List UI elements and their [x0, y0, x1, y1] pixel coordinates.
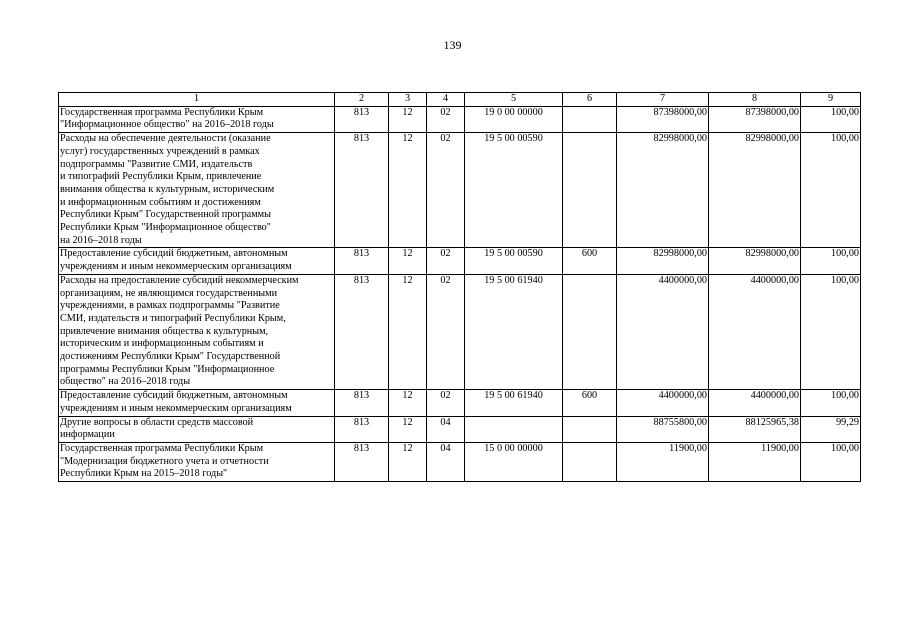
ministry-code-cell: 813: [335, 416, 389, 442]
column-header: 8: [709, 93, 801, 107]
planned-amount-cell: 87398000,00: [617, 106, 709, 132]
row-name-cell: Предоставление субсидий бюджетным, автономным учреждениям и иным некоммерческим организациям: [59, 390, 335, 416]
ministry-code-cell: 813: [335, 274, 389, 389]
section-code-cell: 12: [389, 390, 427, 416]
column-header: 2: [335, 93, 389, 107]
percent-cell: 100,00: [801, 133, 861, 248]
column-header: 6: [563, 93, 617, 107]
planned-amount-cell: 82998000,00: [617, 133, 709, 248]
column-header: 1: [59, 93, 335, 107]
row-name-cell: Другие вопросы в области средств массовой информации: [59, 416, 335, 442]
executed-amount-cell: 11900,00: [709, 442, 801, 481]
percent-cell: 100,00: [801, 106, 861, 132]
section-code-cell: 12: [389, 248, 427, 274]
table-row: [59, 248, 861, 274]
budget-table: [58, 92, 861, 482]
expense-type-cell: [563, 106, 617, 132]
section-code-cell: 12: [389, 274, 427, 389]
page-number: 139: [443, 38, 462, 52]
expense-type-cell: [563, 416, 617, 442]
target-code-cell: 19 5 00 00590: [465, 248, 563, 274]
expense-type-cell: 600: [563, 248, 617, 274]
target-code-cell: 19 0 00 00000: [465, 106, 563, 132]
row-name-cell: Расходы на предоставление субсидий некоммерческим организациям, не являющимся государственными учреждениями, в рамках подпрограммы "Развитие СМИ, издательств и типографий Республики Крым, привлечение внимания общества к культурным, историческим и информационным событиям и достижениям Республики Крым" Государственной программы Республики Крым "Информационное общество" на 2016–2018 годы: [59, 274, 335, 389]
column-header: 3: [389, 93, 427, 107]
executed-amount-cell: 88125965,38: [709, 416, 801, 442]
target-code-cell: 15 0 00 00000: [465, 442, 563, 481]
table-header-row: [59, 93, 861, 107]
target-code-cell: 19 5 00 00590: [465, 133, 563, 248]
planned-amount-cell: 11900,00: [617, 442, 709, 481]
executed-amount-cell: 87398000,00: [709, 106, 801, 132]
row-name-cell: Государственная программа Республики Крым "Модернизация бюджетного учета и отчетности Республики Крым на 2015–2018 годы": [59, 442, 335, 481]
subsection-code-cell: 02: [427, 106, 465, 132]
ministry-code-cell: 813: [335, 133, 389, 248]
ministry-code-cell: 813: [335, 106, 389, 132]
row-name-cell: Расходы на обеспечение деятельности (оказание услуг) государственных учреждений в рамках подпрограммы "Развитие СМИ, издательств и типографий Республики Крым, привлечение внимания общества к культурным, историческим и информационным событиям и достижениям Республики Крым" Государственной программы Республики Крым "Информационное общество" на 2016–2018 годы: [59, 133, 335, 248]
table-row: [59, 106, 861, 132]
executed-amount-cell: 4400000,00: [709, 390, 801, 416]
subsection-code-cell: 04: [427, 442, 465, 481]
table-row: [59, 133, 861, 248]
row-name-cell: Государственная программа Республики Крым "Информационное общество" на 2016–2018 годы: [59, 106, 335, 132]
row-name-cell: Предоставление субсидий бюджетным, автономным учреждениям и иным некоммерческим организациям: [59, 248, 335, 274]
percent-cell: 100,00: [801, 442, 861, 481]
table-row: [59, 390, 861, 416]
column-header: 9: [801, 93, 861, 107]
ministry-code-cell: 813: [335, 442, 389, 481]
percent-cell: 100,00: [801, 248, 861, 274]
subsection-code-cell: 02: [427, 133, 465, 248]
section-code-cell: 12: [389, 133, 427, 248]
target-code-cell: 19 5 00 61940: [465, 390, 563, 416]
column-header: 7: [617, 93, 709, 107]
section-code-cell: 12: [389, 442, 427, 481]
target-code-cell: 19 5 00 61940: [465, 274, 563, 389]
percent-cell: 99,29: [801, 416, 861, 442]
expense-type-cell: [563, 133, 617, 248]
planned-amount-cell: 82998000,00: [617, 248, 709, 274]
subsection-code-cell: 04: [427, 416, 465, 442]
expense-type-cell: [563, 274, 617, 389]
expense-type-cell: [563, 442, 617, 481]
section-code-cell: 12: [389, 416, 427, 442]
executed-amount-cell: 4400000,00: [709, 274, 801, 389]
expense-type-cell: 600: [563, 390, 617, 416]
executed-amount-cell: 82998000,00: [709, 133, 801, 248]
table-row: [59, 416, 861, 442]
subsection-code-cell: 02: [427, 390, 465, 416]
planned-amount-cell: 4400000,00: [617, 274, 709, 389]
planned-amount-cell: 88755800,00: [617, 416, 709, 442]
column-header: 5: [465, 93, 563, 107]
ministry-code-cell: 813: [335, 248, 389, 274]
table-row: [59, 442, 861, 481]
ministry-code-cell: 813: [335, 390, 389, 416]
executed-amount-cell: 82998000,00: [709, 248, 801, 274]
subsection-code-cell: 02: [427, 274, 465, 389]
table-row: [59, 274, 861, 389]
subsection-code-cell: 02: [427, 248, 465, 274]
column-header: 4: [427, 93, 465, 107]
planned-amount-cell: 4400000,00: [617, 390, 709, 416]
percent-cell: 100,00: [801, 274, 861, 389]
section-code-cell: 12: [389, 106, 427, 132]
percent-cell: 100,00: [801, 390, 861, 416]
target-code-cell: [465, 416, 563, 442]
